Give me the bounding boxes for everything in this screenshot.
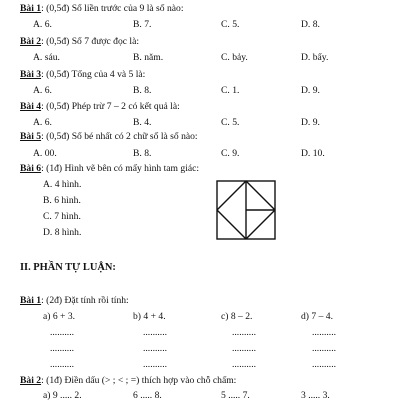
option-d: D. 8 hình. bbox=[43, 227, 82, 238]
option-d: D. 8. bbox=[301, 19, 320, 30]
question-label: Bài 3 bbox=[20, 69, 42, 80]
answer-blank[interactable]: .......... bbox=[143, 359, 167, 370]
option-a: A. 4 hình. bbox=[43, 179, 82, 190]
option-b: B. năm. bbox=[133, 52, 164, 63]
question-label: Bài 4 bbox=[20, 101, 42, 112]
problem-c: c) 8 – 2. bbox=[221, 311, 253, 322]
option-d: D. 9. bbox=[301, 117, 320, 128]
question-4 bbox=[20, 101, 180, 112]
option-b: B. 6 hình. bbox=[43, 195, 81, 206]
answer-blank[interactable]: .......... bbox=[312, 343, 336, 354]
question-2 bbox=[20, 36, 139, 47]
compare-b: 6 ..... 8. bbox=[133, 390, 162, 401]
problem-b: b) 4 + 4. bbox=[133, 311, 166, 322]
question-text: : (2đ) Đặt tính rồi tính: bbox=[41, 295, 129, 306]
answer-blank[interactable]: .......... bbox=[232, 327, 256, 338]
question-text: : (0,5đ) Số liền trước của 9 là số nào: bbox=[41, 3, 184, 14]
problem-a: a) 6 + 3. bbox=[43, 311, 76, 322]
answer-blank[interactable]: .......... bbox=[232, 343, 256, 354]
option-a: A. sáu. bbox=[33, 52, 60, 63]
answer-blank[interactable]: .......... bbox=[50, 343, 74, 354]
option-a: A. 6. bbox=[33, 117, 52, 128]
compare-c: 5 ..... 7. bbox=[221, 390, 250, 401]
question-1 bbox=[20, 3, 183, 14]
compare-a: a) 9 ..... 2. bbox=[43, 390, 82, 401]
option-a: A. 6. bbox=[33, 85, 52, 96]
compare-d: 3 ..... 3. bbox=[301, 390, 330, 401]
question-text: : (0,5đ) Số 7 được đọc là: bbox=[41, 36, 139, 47]
question-text: : (0,5đ) Số bé nhất có 2 chữ số là số nào: bbox=[41, 131, 198, 142]
question-text: : (1đ) Điền dấu (> ; < ; =) thích hợp vào chỗ chấm: bbox=[41, 375, 237, 386]
question-6 bbox=[20, 163, 199, 174]
option-c: C. 1. bbox=[221, 85, 240, 96]
option-b: B. 4. bbox=[133, 117, 152, 128]
question-label: Bài 6 bbox=[20, 163, 42, 174]
triangle-figure bbox=[216, 180, 276, 240]
answer-blank[interactable]: .......... bbox=[50, 359, 74, 370]
option-d: D. 9. bbox=[301, 85, 320, 96]
problem-d: d) 7 – 4. bbox=[301, 311, 333, 322]
option-d: D. bẩy. bbox=[301, 52, 329, 63]
question-label: Bài 5 bbox=[20, 131, 42, 142]
question-text: : (0,5đ) Phép trừ 7 – 2 có kết quả là: bbox=[41, 101, 180, 112]
question-text: : (1đ) Hình vẽ bên có mấy hình tam giác: bbox=[41, 163, 200, 174]
answer-blank[interactable]: .......... bbox=[312, 327, 336, 338]
answer-blank[interactable]: .......... bbox=[312, 359, 336, 370]
option-a: A. 00. bbox=[33, 148, 57, 159]
question-3 bbox=[20, 69, 145, 80]
option-c: C. bảy. bbox=[221, 52, 248, 63]
answer-blank[interactable]: .......... bbox=[50, 327, 74, 338]
option-d: D. 10. bbox=[301, 148, 325, 159]
option-c: C. 7 hình. bbox=[43, 211, 81, 222]
question-label: Bài 1 bbox=[20, 295, 42, 306]
option-b: B. 8. bbox=[133, 148, 152, 159]
question-label: Bài 1 bbox=[20, 3, 42, 14]
question-label: Bài 2 bbox=[20, 36, 42, 47]
question-label: Bài 2 bbox=[20, 375, 42, 386]
answer-blank[interactable]: .......... bbox=[143, 343, 167, 354]
option-b: B. 7. bbox=[133, 19, 152, 30]
question-5 bbox=[20, 131, 198, 142]
section-title: II. PHẦN TỰ LUẬN: bbox=[20, 262, 116, 273]
option-c: C. 5. bbox=[221, 117, 240, 128]
answer-blank[interactable]: .......... bbox=[143, 327, 167, 338]
essay-2 bbox=[20, 375, 236, 386]
option-c: C. 9. bbox=[221, 148, 240, 159]
answer-blank[interactable]: .......... bbox=[232, 359, 256, 370]
essay-1 bbox=[20, 295, 129, 306]
question-text: : (0,5đ) Tổng của 4 và 5 là: bbox=[41, 69, 146, 80]
option-c: C. 5. bbox=[221, 19, 240, 30]
option-b: B. 8. bbox=[133, 85, 152, 96]
option-a: A. 6. bbox=[33, 19, 52, 30]
